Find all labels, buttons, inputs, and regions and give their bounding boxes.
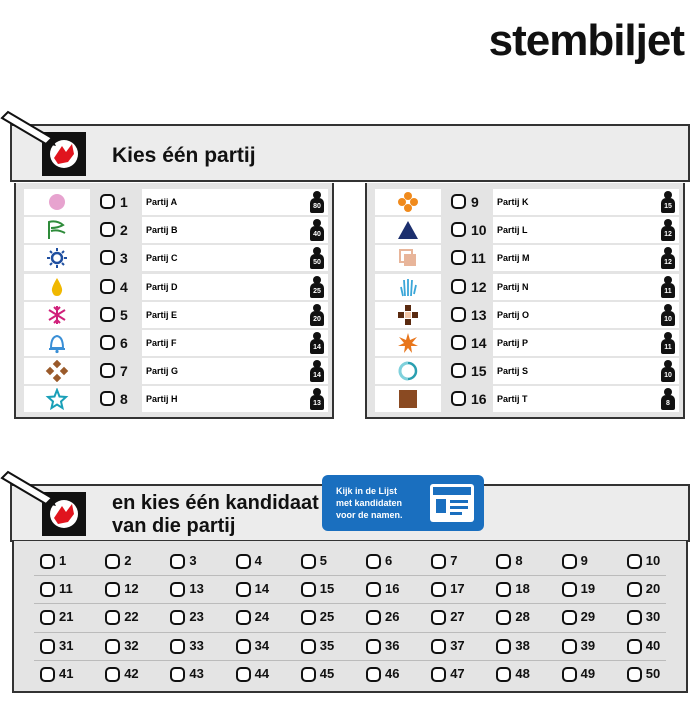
candidate-number: 25 xyxy=(319,609,335,625)
candidate-option[interactable] xyxy=(105,577,165,603)
candidate-number: 19 xyxy=(580,581,596,597)
candidate-number: 20 xyxy=(645,581,661,597)
candidate-count: 10 xyxy=(661,311,675,326)
orange-clover-icon xyxy=(375,189,441,215)
candidate-option[interactable] xyxy=(496,577,556,603)
row-divider xyxy=(34,575,666,576)
candidate-checkbox[interactable] xyxy=(105,610,120,625)
candidate-number: 6 xyxy=(385,553,393,568)
info-text xyxy=(336,485,428,521)
candidate-option[interactable] xyxy=(562,605,622,631)
party-list-left xyxy=(14,183,334,419)
candidate-checkbox[interactable] xyxy=(236,554,251,569)
candidate-count: 11 xyxy=(661,339,675,354)
candidate-count: 8 xyxy=(661,395,675,410)
candidate-count-icon xyxy=(310,219,324,241)
candidate-heading-line1: en kies één kandidaat xyxy=(112,492,319,514)
party-number: 9 xyxy=(471,194,479,210)
candidate-option[interactable] xyxy=(496,662,556,688)
candidate-option[interactable] xyxy=(170,549,230,575)
row-divider xyxy=(34,632,666,633)
candidate-checkbox[interactable] xyxy=(562,582,577,597)
party-checkbox[interactable] xyxy=(100,250,115,265)
candidate-checkbox[interactable] xyxy=(496,582,511,597)
party-name: Partij F 14 xyxy=(142,330,328,356)
pencil-icon xyxy=(0,108,60,148)
navy-triangle-icon xyxy=(375,217,441,243)
candidate-number: 9 xyxy=(580,553,588,568)
party-name: Partij T 8 xyxy=(493,386,679,412)
candidate-checkbox[interactable] xyxy=(366,610,381,625)
candidate-number: 50 xyxy=(645,665,661,681)
row-divider xyxy=(34,660,666,661)
candidate-number: 41 xyxy=(59,665,74,681)
party-row[interactable] xyxy=(375,217,679,243)
candidate-option[interactable] xyxy=(40,577,100,603)
party-name: Partij E 20 xyxy=(142,302,328,328)
party-number: 13 xyxy=(471,306,487,323)
candidate-option[interactable] xyxy=(236,605,296,631)
candidate-heading-line2: van die partij xyxy=(112,515,236,537)
brown-square-icon xyxy=(375,386,441,412)
candidate-count: 13 xyxy=(310,395,324,410)
candidate-checkbox[interactable] xyxy=(105,639,120,654)
candidate-option[interactable] xyxy=(431,605,491,631)
candidate-checkbox[interactable] xyxy=(236,639,251,654)
candidate-count: 25 xyxy=(310,283,324,298)
candidate-checkbox[interactable] xyxy=(170,610,185,625)
candidate-option[interactable] xyxy=(170,577,230,603)
candidate-checkbox[interactable] xyxy=(170,667,185,682)
candidate-checkbox[interactable] xyxy=(236,582,251,597)
party-name: Partij L 12 xyxy=(493,217,679,243)
party-checkbox[interactable] xyxy=(451,307,466,322)
id-card-icon xyxy=(430,484,474,522)
party-row[interactable] xyxy=(24,302,328,328)
party-checkbox[interactable] xyxy=(100,307,115,322)
candidate-checkbox[interactable] xyxy=(40,582,55,597)
candidate-count-icon xyxy=(661,219,675,241)
party-section-heading: Kies één partij xyxy=(112,144,256,167)
party-section-header xyxy=(10,124,690,182)
candidate-option[interactable] xyxy=(236,662,296,688)
candidate-option[interactable] xyxy=(366,549,426,575)
candidate-checkbox[interactable] xyxy=(301,667,316,682)
candidate-count-icon xyxy=(661,276,675,298)
candidate-checkbox[interactable] xyxy=(562,639,577,654)
candidate-option[interactable] xyxy=(105,634,165,660)
candidate-number: 42 xyxy=(124,665,139,681)
candidate-option[interactable] xyxy=(301,634,361,660)
candidate-number: 27 xyxy=(450,609,465,625)
party-checkbox[interactable] xyxy=(451,363,466,378)
candidate-count: 14 xyxy=(310,367,324,382)
candidate-number: 47 xyxy=(450,665,465,681)
candidate-option[interactable] xyxy=(170,634,230,660)
candidate-number: 35 xyxy=(319,637,335,653)
blue-sun-icon xyxy=(24,245,90,271)
candidate-number: 36 xyxy=(385,637,400,653)
candidate-checkbox[interactable] xyxy=(105,582,120,597)
candidate-option[interactable] xyxy=(170,662,230,688)
party-checkbox[interactable] xyxy=(451,335,466,350)
peach-squares-icon xyxy=(375,245,441,271)
party-number: 1 xyxy=(120,194,128,210)
party-name: Partij A 80 xyxy=(142,189,328,215)
candidate-number: 34 xyxy=(254,637,270,653)
candidate-checkbox[interactable] xyxy=(366,667,381,682)
party-number: 7 xyxy=(120,363,128,380)
candidate-option[interactable] xyxy=(627,605,687,631)
info-line1: Kijk in de Lijst xyxy=(336,486,398,496)
candidate-checkbox[interactable] xyxy=(366,582,381,597)
candidate-option[interactable] xyxy=(40,662,100,688)
info-line3: voor de namen. xyxy=(336,510,403,520)
party-number: 16 xyxy=(471,391,487,408)
party-name: Partij H 13 xyxy=(142,386,328,412)
candidate-option[interactable] xyxy=(40,634,100,660)
candidate-option[interactable] xyxy=(366,577,426,603)
candidate-number: 48 xyxy=(515,665,530,681)
candidate-option[interactable] xyxy=(301,549,361,575)
candidate-number: 2 xyxy=(124,553,132,568)
party-number: 10 xyxy=(471,222,487,239)
candidate-checkbox[interactable] xyxy=(301,639,316,654)
teal-star-icon xyxy=(24,386,90,412)
candidate-count: 50 xyxy=(310,254,324,269)
party-number: 3 xyxy=(120,250,128,267)
party-row[interactable] xyxy=(24,274,328,300)
candidate-checkbox[interactable] xyxy=(562,667,577,682)
candidate-checkbox[interactable] xyxy=(40,667,55,682)
candidate-number: 30 xyxy=(645,609,661,625)
candidate-count-icon xyxy=(310,304,324,326)
party-number: 11 xyxy=(471,250,486,267)
party-checkbox[interactable] xyxy=(100,391,115,406)
candidate-option[interactable] xyxy=(496,605,556,631)
candidate-checkbox[interactable] xyxy=(170,554,185,569)
candidate-option[interactable] xyxy=(236,549,296,575)
candidate-number: 26 xyxy=(385,609,400,625)
candidate-option[interactable] xyxy=(366,662,426,688)
candidate-option[interactable] xyxy=(562,577,622,603)
candidate-number: 13 xyxy=(189,581,204,597)
party-list-right xyxy=(365,183,685,419)
candidate-checkbox[interactable] xyxy=(627,582,642,597)
candidate-count-icon xyxy=(310,247,324,269)
candidate-checkbox[interactable] xyxy=(170,582,185,597)
candidate-checkbox[interactable] xyxy=(105,667,120,682)
candidate-number: 12 xyxy=(124,581,139,597)
party-name: Partij B 40 xyxy=(142,217,328,243)
candidate-count-icon xyxy=(310,332,324,354)
party-name: Partij P 11 xyxy=(493,330,679,356)
candidate-option[interactable] xyxy=(366,605,426,631)
party-name: Partij D 25 xyxy=(142,274,328,300)
candidate-count-icon xyxy=(661,304,675,326)
candidate-option[interactable] xyxy=(431,634,491,660)
candidate-number: 28 xyxy=(515,609,530,625)
candidate-count-icon xyxy=(661,388,675,410)
brown-cross-icon xyxy=(375,302,441,328)
candidate-option[interactable] xyxy=(496,549,556,575)
candidate-option[interactable] xyxy=(431,662,491,688)
candidate-option[interactable] xyxy=(170,605,230,631)
candidate-number: 23 xyxy=(189,609,204,625)
candidate-number: 14 xyxy=(254,581,270,597)
candidate-option[interactable] xyxy=(40,605,100,631)
party-name: Partij C 50 xyxy=(142,245,328,271)
party-checkbox[interactable] xyxy=(451,222,466,237)
candidate-option[interactable] xyxy=(627,577,687,603)
candidate-number: 8 xyxy=(515,553,523,568)
candidate-count-icon xyxy=(310,276,324,298)
candidate-option[interactable] xyxy=(301,662,361,688)
candidate-option[interactable] xyxy=(562,662,622,688)
party-name: Partij K 15 xyxy=(493,189,679,215)
candidate-number: 40 xyxy=(645,637,661,653)
party-checkbox[interactable] xyxy=(100,363,115,378)
candidate-checkbox[interactable] xyxy=(431,610,446,625)
candidate-option[interactable] xyxy=(627,634,687,660)
candidate-option[interactable] xyxy=(431,577,491,603)
candidate-number: 5 xyxy=(319,553,328,568)
candidate-number: 33 xyxy=(189,637,204,653)
party-number: 12 xyxy=(471,278,487,295)
info-line2: met kandidaten xyxy=(336,498,403,508)
party-row[interactable] xyxy=(24,245,328,271)
party-checkbox[interactable] xyxy=(100,335,115,350)
candidate-checkbox[interactable] xyxy=(236,610,251,625)
candidate-number: 11 xyxy=(59,581,73,597)
candidate-option[interactable] xyxy=(431,549,491,575)
candidate-number: 1 xyxy=(59,553,67,568)
candidate-number: 17 xyxy=(450,581,465,597)
candidate-list-info-box xyxy=(322,475,484,531)
candidate-section-heading xyxy=(112,492,319,538)
candidate-option[interactable] xyxy=(366,634,426,660)
party-row[interactable] xyxy=(375,245,679,271)
candidate-count: 14 xyxy=(310,339,324,354)
candidate-number: 31 xyxy=(59,637,74,653)
candidate-checkbox[interactable] xyxy=(431,639,446,654)
party-name: Partij N 11 xyxy=(493,274,679,300)
candidate-count: 12 xyxy=(661,226,675,241)
candidate-number: 32 xyxy=(124,637,139,653)
party-name: Partij M 12 xyxy=(493,245,679,271)
candidate-checkbox[interactable] xyxy=(236,667,251,682)
party-name: Partij O 10 xyxy=(493,302,679,328)
party-number: 8 xyxy=(120,391,128,408)
party-number: 4 xyxy=(120,278,128,295)
ballot-title: stembiljet xyxy=(488,16,684,65)
candidate-option[interactable] xyxy=(236,577,296,603)
candidate-checkbox[interactable] xyxy=(170,639,185,654)
party-checkbox[interactable] xyxy=(451,391,466,406)
candidate-count: 80 xyxy=(310,198,324,213)
candidate-number: 38 xyxy=(515,637,530,653)
party-checkbox[interactable] xyxy=(451,250,466,265)
candidate-checkbox[interactable] xyxy=(366,554,381,569)
candidate-checkbox[interactable] xyxy=(431,667,446,682)
candidate-count: 10 xyxy=(661,367,675,382)
candidate-number: 45 xyxy=(319,665,335,681)
party-row[interactable] xyxy=(375,386,679,412)
candidate-option[interactable] xyxy=(105,549,165,575)
party-row[interactable] xyxy=(24,330,328,356)
candidate-checkbox[interactable] xyxy=(301,610,316,625)
pink-circle-icon xyxy=(24,189,90,215)
party-number: 2 xyxy=(120,222,128,239)
candidate-option[interactable] xyxy=(105,605,165,631)
candidate-checkbox[interactable] xyxy=(627,667,642,682)
candidate-checkbox[interactable] xyxy=(496,667,511,682)
candidate-checkbox[interactable] xyxy=(431,554,446,569)
party-row[interactable] xyxy=(375,330,679,356)
green-flag-icon xyxy=(24,217,90,243)
magenta-snowflake-icon xyxy=(24,302,90,328)
candidate-count: 12 xyxy=(661,254,675,269)
candidate-option[interactable] xyxy=(301,605,361,631)
candidate-number: 44 xyxy=(254,665,270,681)
party-checkbox[interactable] xyxy=(100,222,115,237)
candidate-number: 46 xyxy=(385,665,400,681)
party-row[interactable] xyxy=(375,358,679,384)
candidate-grid xyxy=(12,541,688,693)
candidate-checkbox[interactable] xyxy=(562,610,577,625)
party-name: Partij S 10 xyxy=(493,358,679,384)
candidate-number: 18 xyxy=(515,581,530,597)
candidate-option[interactable] xyxy=(562,549,622,575)
candidate-number: 49 xyxy=(580,665,596,681)
teal-ring-icon xyxy=(375,358,441,384)
brown-diamonds-icon xyxy=(24,358,90,384)
candidate-option[interactable] xyxy=(496,634,556,660)
candidate-number: 4 xyxy=(254,553,262,568)
candidate-option[interactable] xyxy=(627,662,687,688)
party-number: 6 xyxy=(120,335,128,351)
candidate-count: 15 xyxy=(661,198,675,213)
candidate-option[interactable] xyxy=(40,549,100,575)
party-row[interactable] xyxy=(24,386,328,412)
candidate-number: 21 xyxy=(59,609,74,625)
party-row[interactable] xyxy=(24,189,328,215)
candidate-number: 3 xyxy=(189,553,197,568)
party-row[interactable] xyxy=(375,189,679,215)
candidate-count-icon xyxy=(661,247,675,269)
candidate-checkbox[interactable] xyxy=(105,554,120,569)
candidate-count: 20 xyxy=(310,311,324,326)
blue-bell-icon xyxy=(24,330,90,356)
candidate-option[interactable] xyxy=(562,634,622,660)
orange-burst-icon xyxy=(375,330,441,356)
party-checkbox[interactable] xyxy=(100,194,115,209)
candidate-checkbox[interactable] xyxy=(40,639,55,654)
candidate-checkbox[interactable] xyxy=(627,639,642,654)
blue-hand-icon xyxy=(375,274,441,300)
candidate-number: 43 xyxy=(189,665,204,681)
candidate-count-icon xyxy=(661,332,675,354)
candidate-option[interactable] xyxy=(627,549,687,575)
candidate-number: 39 xyxy=(580,637,596,653)
candidate-checkbox[interactable] xyxy=(496,610,511,625)
candidate-checkbox[interactable] xyxy=(562,554,577,569)
candidate-number: 22 xyxy=(124,609,139,625)
candidate-count-icon xyxy=(661,191,675,213)
candidate-checkbox[interactable] xyxy=(627,610,642,625)
candidate-count: 11 xyxy=(661,283,675,298)
candidate-count-icon xyxy=(310,360,324,382)
party-row[interactable] xyxy=(375,302,679,328)
candidate-checkbox[interactable] xyxy=(496,554,511,569)
candidate-count: 40 xyxy=(310,226,324,241)
candidate-count-icon xyxy=(310,388,324,410)
party-number: 15 xyxy=(471,363,487,380)
candidate-checkbox[interactable] xyxy=(496,639,511,654)
candidate-option[interactable] xyxy=(301,577,361,603)
candidate-count-icon xyxy=(661,360,675,382)
party-checkbox[interactable] xyxy=(451,194,466,209)
party-row[interactable] xyxy=(375,274,679,300)
candidate-checkbox[interactable] xyxy=(40,610,55,625)
party-row[interactable] xyxy=(24,358,328,384)
row-divider xyxy=(34,603,666,604)
candidate-count-icon xyxy=(310,191,324,213)
party-number: 14 xyxy=(471,335,487,351)
yellow-drop-icon xyxy=(24,274,90,300)
candidate-number: 7 xyxy=(450,553,458,568)
candidate-checkbox[interactable] xyxy=(627,554,642,569)
candidate-checkbox[interactable] xyxy=(301,582,316,597)
candidate-checkbox[interactable] xyxy=(301,554,316,569)
candidate-option[interactable] xyxy=(105,662,165,688)
party-number: 5 xyxy=(120,306,128,323)
candidate-number: 24 xyxy=(254,609,270,625)
candidate-option[interactable] xyxy=(236,634,296,660)
candidate-number: 29 xyxy=(580,609,596,625)
pencil-icon xyxy=(0,468,60,508)
candidate-number: 37 xyxy=(450,637,465,653)
party-name: Partij G 14 xyxy=(142,358,328,384)
candidate-checkbox[interactable] xyxy=(40,554,55,569)
candidate-checkbox[interactable] xyxy=(431,582,446,597)
party-row[interactable] xyxy=(24,217,328,243)
candidate-number: 15 xyxy=(319,581,335,597)
candidate-checkbox[interactable] xyxy=(366,639,381,654)
party-checkbox[interactable] xyxy=(100,279,115,294)
party-checkbox[interactable] xyxy=(451,279,466,294)
candidate-number: 10 xyxy=(645,553,661,568)
candidate-number: 16 xyxy=(385,581,400,597)
